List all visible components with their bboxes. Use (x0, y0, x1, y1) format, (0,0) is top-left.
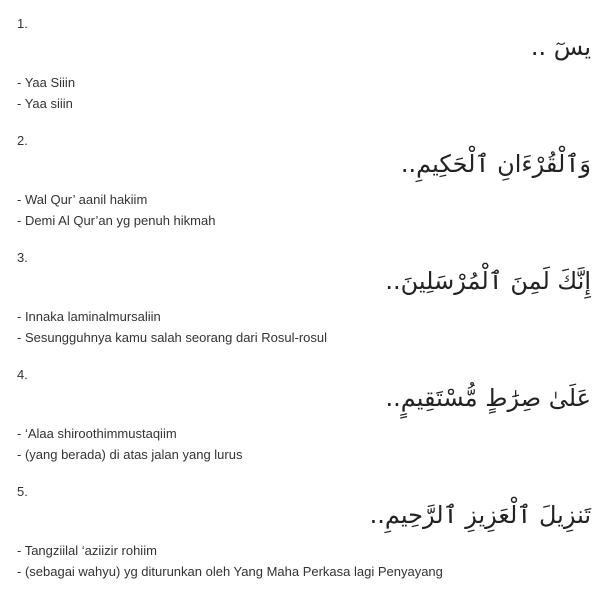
verse-item (0, 357, 605, 474)
verse-number: 3. (17, 250, 28, 265)
verse-number: 4. (17, 367, 28, 382)
arabic-text: تَنزِيلَ ⁠ٱلْعَزِيزِ ⁠ٱلرَّحِيمِ.. (369, 501, 591, 529)
verse-item (0, 240, 605, 357)
verse-number: 1. (17, 16, 28, 31)
arabic-text: يسٓ .. (530, 33, 591, 61)
transliteration-text: - Wal Qur’ aanil hakiim (17, 192, 148, 207)
meaning-text: - (yang berada) di atas jalan yang lurus (17, 447, 243, 462)
transliteration-text: - ‘Alaa shiroothimmustaqiim (17, 426, 177, 441)
transliteration-text: - Innaka laminalmursaliin (17, 309, 161, 324)
arabic-text: وَ⁠ٱلْقُرْءَانِ ⁠ٱلْحَكِيمِ.. (400, 150, 591, 178)
meaning-text: - Sesungguhnya kamu salah seorang dari Rosul-rosul (17, 330, 328, 345)
verse-number: 2. (17, 133, 28, 148)
meaning-text: - Yaa siiin (17, 96, 73, 111)
transliteration-text: - Tangziilal ‘aziizir rohiim (17, 543, 157, 558)
verse-item (0, 6, 605, 123)
meaning-text: - Demi Al Qur’an yg penuh hikmah (17, 213, 216, 228)
meaning-text: - (sebagai wahyu) yg diturunkan oleh Yang Maha Perkasa lagi Penyayang (17, 564, 443, 579)
verse-item (0, 474, 605, 591)
verse-item (0, 123, 605, 240)
arabic-text: عَلَىٰ صِرَٰطٍ مُّسْتَقِيمٍ.. (385, 384, 591, 412)
arabic-text: إِنَّكَ لَمِنَ ⁠ٱلْمُرْسَلِينَ.. (385, 267, 591, 295)
transliteration-text: - Yaa Siiin (17, 75, 76, 90)
verse-number: 5. (17, 484, 28, 499)
